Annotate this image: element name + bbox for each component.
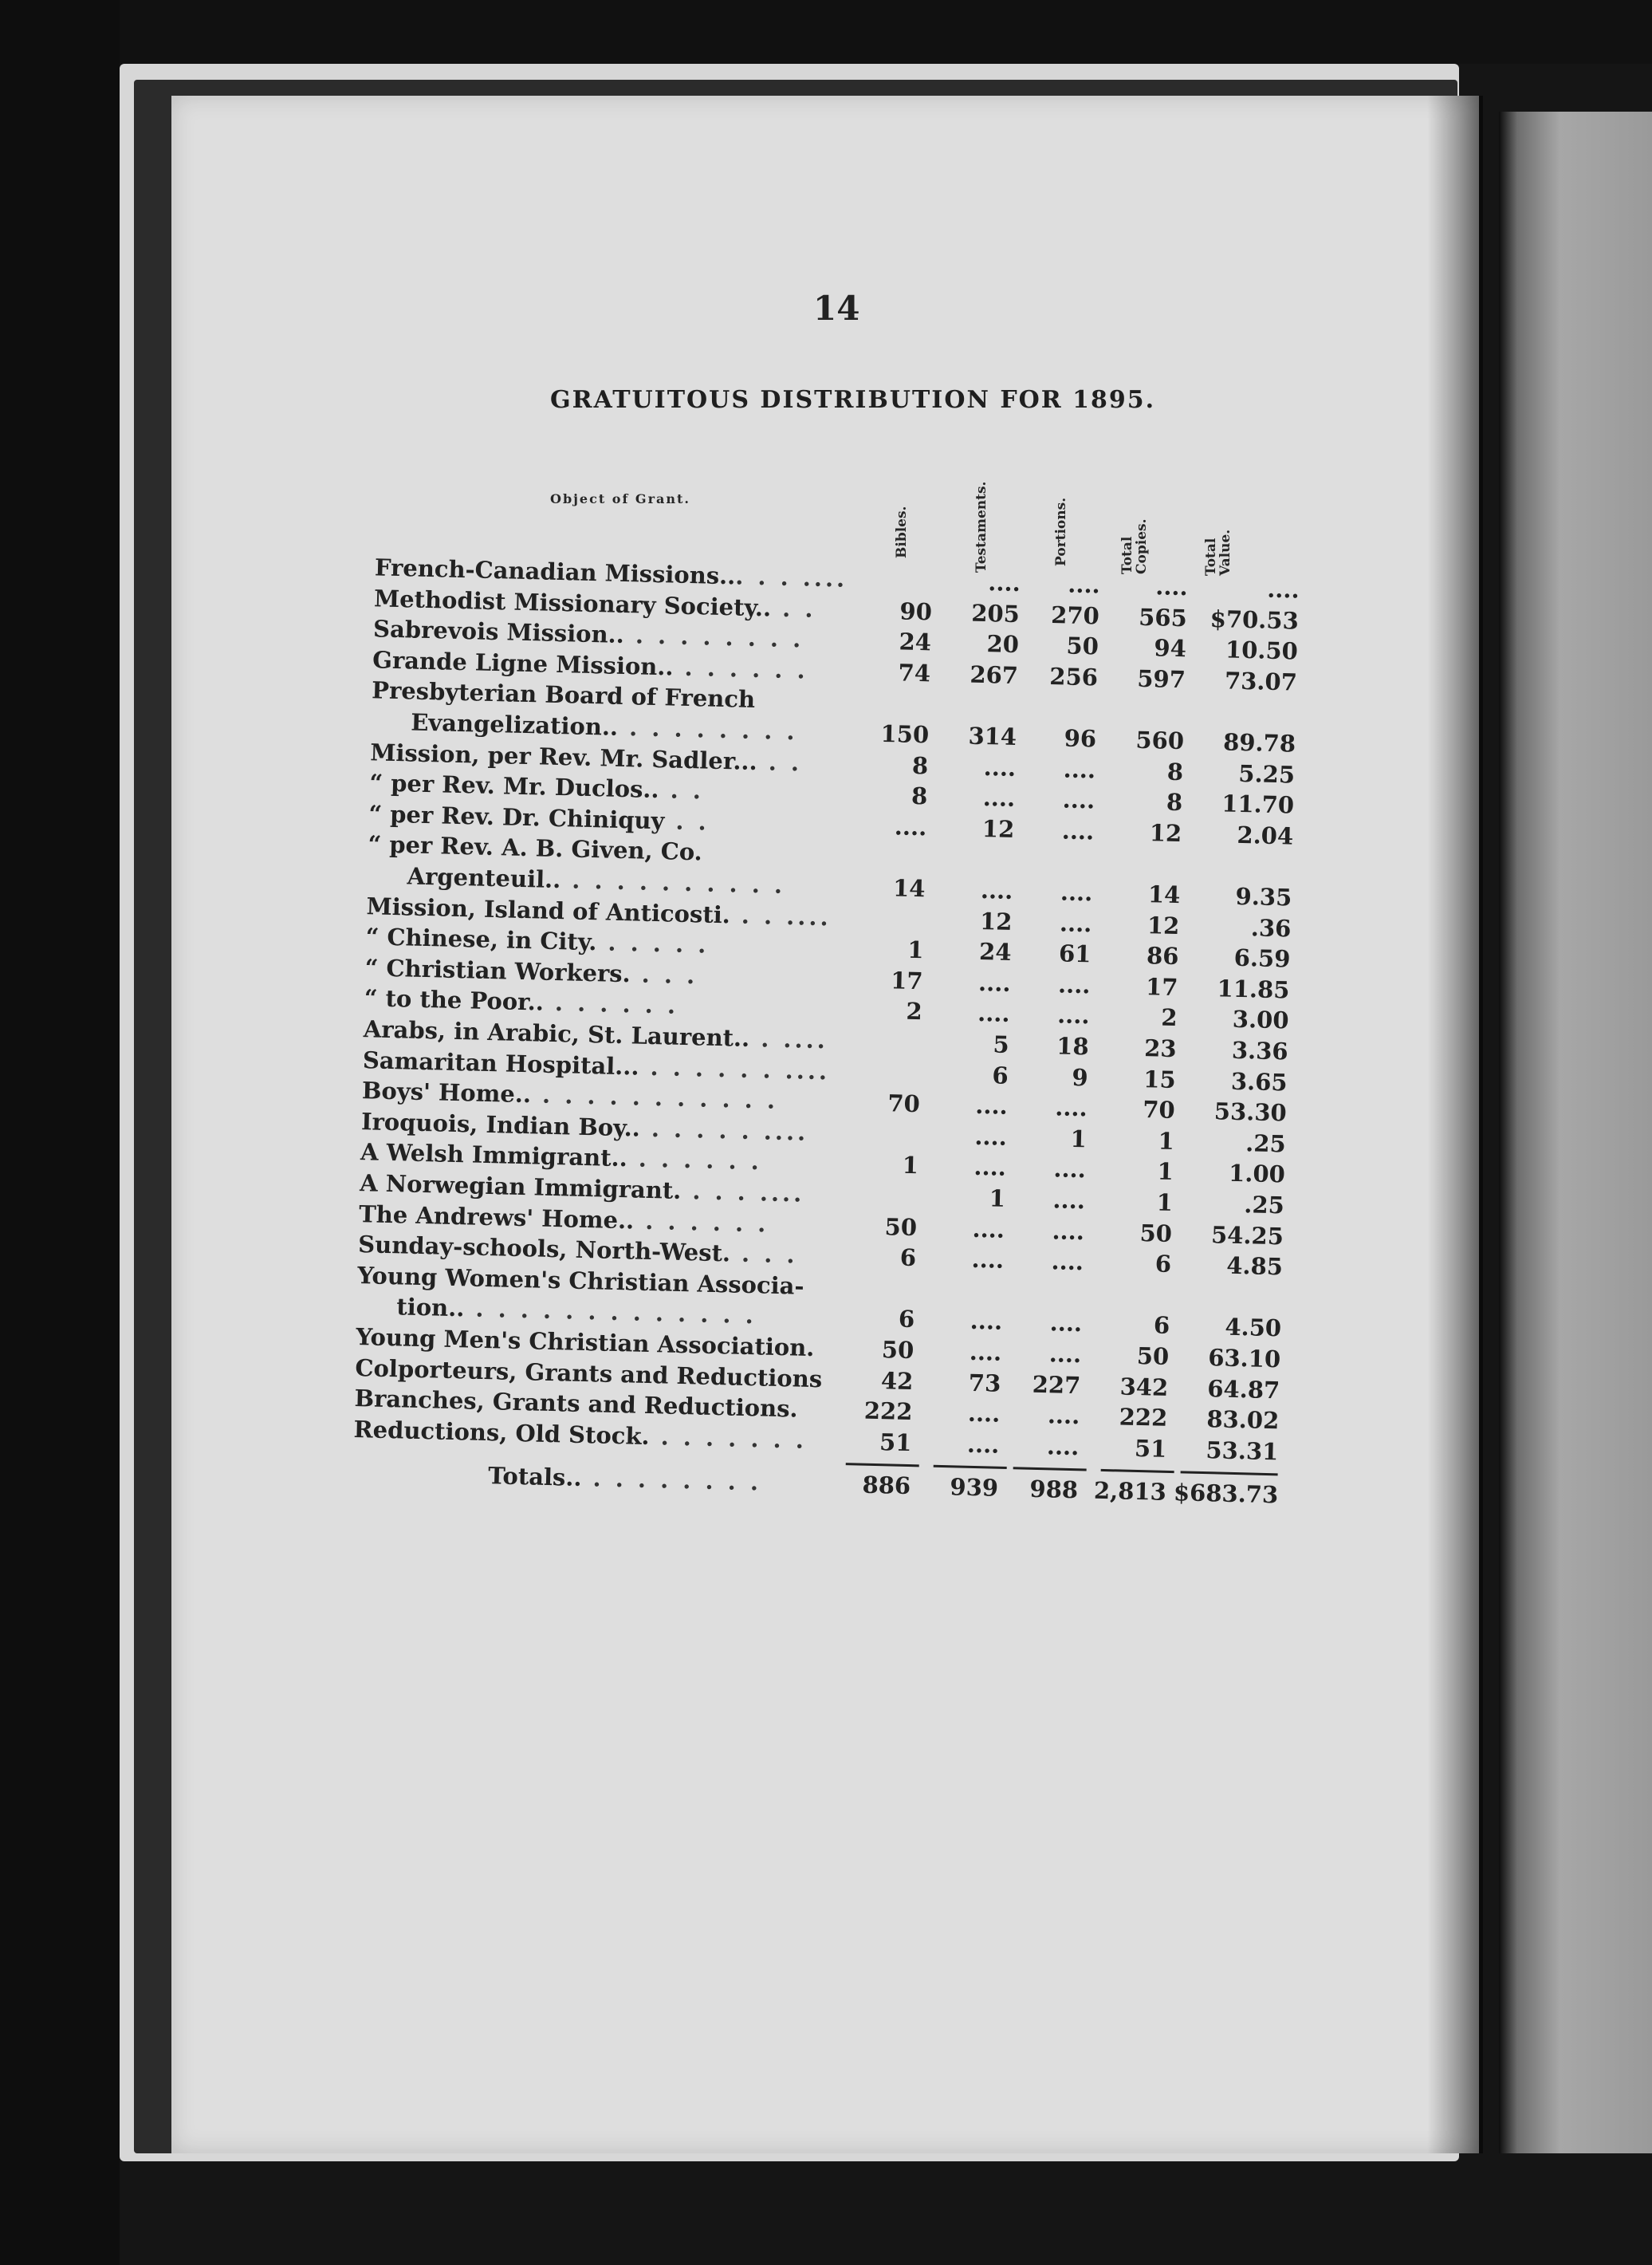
leader-dots: . . . . . — [596, 928, 710, 959]
cell-total-copies: 15 — [1143, 1065, 1177, 1093]
row-label-text: The Andrews' Home.. — [358, 1199, 635, 1235]
row-label-text: Methodist Missionary Society.. — [373, 584, 772, 622]
cell-bibles: 1 — [907, 936, 924, 964]
row-label-text: Branches, Grants and Reductions. — [354, 1385, 799, 1423]
row-label — [369, 769, 704, 804]
total-value: $683.73 — [1173, 1479, 1279, 1509]
cell-total-copies: 23 — [1143, 1034, 1178, 1063]
cell-total-value: 2.04 — [1237, 821, 1294, 850]
row-label-text: Young Men's Christian Association. — [356, 1323, 815, 1362]
cell-total-copies: 6 — [1153, 1311, 1170, 1340]
row-label-text: Mission, per Rev. Mr. Sadler... — [369, 738, 758, 775]
cell-testaments: 24 — [978, 938, 1012, 967]
cell-portions: .... — [1046, 1432, 1080, 1461]
cell-total-copies: 342 — [1119, 1373, 1169, 1401]
row-label-text: A Welsh Immigrant.. — [360, 1138, 628, 1172]
cell-total-copies: 17 — [1145, 972, 1178, 1001]
total-rule — [846, 1463, 919, 1467]
leader-dots: . . — [663, 807, 710, 836]
cell-total-copies: 8 — [1166, 758, 1184, 786]
page-title: GRATUITOUS DISTRIBUTION FOR 1895. — [550, 386, 1156, 414]
leader-dots: . . .... — [730, 900, 832, 932]
cell-total-copies: 50 — [1139, 1219, 1173, 1247]
table-row — [356, 1292, 1282, 1342]
row-label — [360, 1138, 763, 1175]
cell-testaments: .... — [974, 1122, 1008, 1151]
cell-bibles: 70 — [887, 1089, 921, 1118]
cell-testaments: 6 — [992, 1062, 1009, 1089]
cell-total-copies: 50 — [1136, 1341, 1170, 1370]
cell-total-copies: 560 — [1135, 726, 1185, 755]
cell-total-value: 89.78 — [1222, 728, 1296, 758]
cell-testaments: 5 — [993, 1030, 1010, 1058]
total-rule — [1013, 1467, 1087, 1471]
total-rule — [934, 1465, 1007, 1469]
cell-portions: .... — [1051, 1247, 1084, 1276]
cell-testaments: 12 — [981, 814, 1015, 843]
row-label-text: Grande Ligne Mission.. — [372, 646, 674, 681]
cell-testaments: 267 — [970, 660, 1019, 689]
row-label-text: Iroquois, Indian Boy.. — [360, 1107, 641, 1142]
cell-total-copies: 222 — [1119, 1403, 1168, 1432]
cell-bibles: 2 — [906, 998, 923, 1026]
cell-bibles: 74 — [898, 659, 931, 687]
row-label-text: Evangelization.. — [410, 708, 619, 741]
cell-testaments: 205 — [970, 599, 1021, 628]
cell-total-copies: 8 — [1166, 788, 1183, 817]
cell-total-copies: 565 — [1138, 603, 1188, 632]
cell-testaments: 73 — [968, 1369, 1001, 1397]
row-label-text: Samaritan Hospital... — [362, 1046, 640, 1081]
row-label-text: Reductions, Old Stock. — [353, 1415, 651, 1450]
total-rule — [1101, 1469, 1174, 1473]
cell-total-value: 83.02 — [1206, 1405, 1280, 1435]
gutter-shadow — [1427, 96, 1483, 2153]
row-label — [396, 1294, 757, 1329]
cell-total-value: $70.53 — [1210, 605, 1300, 635]
cell-testaments: .... — [966, 1430, 1000, 1459]
cell-portions: .... — [1053, 1155, 1087, 1184]
cell-bibles: 1 — [902, 1152, 919, 1180]
row-label — [407, 862, 785, 899]
cell-portions: .... — [1063, 755, 1096, 784]
cell-total-copies: 12 — [1149, 818, 1182, 847]
totals-label-text: Totals.. — [487, 1462, 582, 1492]
row-label — [364, 985, 678, 1020]
cell-bibles: 51 — [879, 1428, 912, 1456]
column-header-portions: Portions. — [1053, 497, 1069, 566]
row-label-text: French-Canadian Missions.. — [374, 553, 736, 590]
row-label — [411, 708, 798, 745]
cell-testaments: .... — [988, 569, 1021, 597]
cell-total-copies: 6 — [1154, 1250, 1172, 1278]
row-label-text: Argenteuil.. — [407, 862, 561, 894]
column-header-value-line1: Total — [1203, 538, 1219, 576]
total-copies: 2,813 — [1093, 1477, 1167, 1507]
row-label — [364, 954, 698, 989]
cell-bibles: 8 — [911, 782, 928, 810]
cell-testaments: .... — [982, 784, 1016, 813]
leader-dots: . . . . . . . . — [623, 621, 804, 653]
cell-total-value: 5.25 — [1238, 759, 1296, 789]
cell-bibles: 50 — [881, 1336, 914, 1365]
cell-total-copies: 14 — [1147, 880, 1181, 909]
leader-dots: . . . . . . . . . . . . . — [464, 1294, 757, 1329]
totals-row — [352, 1459, 1279, 1509]
cell-total-copies: 1 — [1157, 1157, 1174, 1186]
leader-dots: . . . . . . — [543, 989, 679, 1020]
leader-dots: . . . . . . — [627, 1144, 763, 1176]
cell-total-value: 9.35 — [1235, 882, 1292, 912]
leader-dots: . . . . . . . . . . . — [530, 1081, 779, 1115]
leader-dots: . . . . . . — [633, 1207, 769, 1238]
page-number: 14 — [813, 289, 860, 328]
row-label-text: “ per Rev. Dr. Chiniquy — [368, 800, 665, 835]
column-header-copies-line2: Copies. — [1134, 518, 1150, 574]
cell-total-value: 54.25 — [1210, 1220, 1284, 1251]
table-row — [356, 1261, 804, 1300]
cell-total-value: 3.65 — [1230, 1067, 1288, 1097]
leader-dots: . . . . . . . . — [617, 713, 799, 746]
cell-total-copies: 51 — [1134, 1434, 1167, 1463]
column-header-bibles: Bibles. — [894, 506, 910, 558]
row-label — [368, 800, 710, 835]
leader-dots: . . . . . .... — [639, 1114, 809, 1146]
cell-total-copies: 1 — [1158, 1127, 1175, 1155]
cell-portions: .... — [1056, 1001, 1090, 1030]
row-label-text: Presbyterian Board of French — [371, 676, 756, 714]
cell-bibles: 6 — [898, 1306, 915, 1333]
cell-total-copies: 597 — [1136, 664, 1186, 693]
cell-total-value: 10.50 — [1225, 636, 1299, 665]
row-label-text: “ to the Poor.. — [364, 984, 545, 1017]
cell-total-value: 4.50 — [1225, 1314, 1282, 1342]
cell-total-copies: 70 — [1142, 1096, 1176, 1125]
row-label-text: “ per Rev. A. B. Given, Co. — [368, 830, 703, 866]
cell-total-value: 53.30 — [1213, 1097, 1288, 1127]
cell-total-copies: 86 — [1146, 942, 1179, 971]
cell-portions: 61 — [1058, 939, 1092, 968]
cell-total-value: .... — [1266, 575, 1300, 604]
cell-total-value: 73.07 — [1224, 667, 1298, 696]
cell-testaments: .... — [983, 753, 1017, 782]
cell-testaments: .... — [977, 999, 1011, 1028]
cell-bibles: 24 — [899, 628, 932, 656]
total-bibles: 886 — [862, 1471, 911, 1500]
row-label-text: Mission, Island of Anticosti. — [366, 892, 731, 928]
cell-bibles: 17 — [890, 967, 923, 995]
cell-testaments: 12 — [979, 907, 1013, 936]
row-label-text: “ Chinese, in City. — [365, 923, 597, 956]
row-label-text: Sabrevois Mission.. — [372, 615, 625, 649]
cell-portions: 256 — [1049, 662, 1099, 691]
cell-bibles: 90 — [899, 597, 933, 625]
row-label-text: Young Women's Christian Associa- — [356, 1261, 804, 1300]
cell-testaments: .... — [970, 1307, 1003, 1336]
cell-bibles: 6 — [899, 1243, 917, 1272]
column-header-value-line2: Value. — [1217, 529, 1233, 576]
row-label-text: tion.. — [395, 1293, 465, 1322]
cell-total-value: 63.10 — [1207, 1344, 1281, 1373]
cell-portions: .... — [1047, 1401, 1080, 1430]
row-label-text: “ Christian Workers. — [364, 953, 631, 988]
cell-portions: .... — [1054, 1093, 1088, 1122]
leader-dots: . . . — [730, 1239, 799, 1269]
cell-total-copies: .... — [1154, 573, 1189, 601]
cell-portions: 50 — [1066, 632, 1099, 660]
total-portions: 988 — [1029, 1475, 1079, 1504]
row-label-text: A Norwegian Immigrant. — [359, 1169, 682, 1204]
column-header-copies-line1: Total — [1119, 536, 1135, 574]
row-label — [368, 831, 702, 866]
cell-testaments: .... — [977, 968, 1011, 997]
cell-testaments: 314 — [968, 722, 1017, 751]
leader-dots: . . . . . . — [673, 653, 809, 684]
cell-portions: 270 — [1050, 601, 1100, 630]
row-label-text: “ per Rev. Mr. Duclos.. — [369, 769, 660, 804]
column-header-object: Object of Grant. — [550, 491, 690, 506]
cell-bibles: 222 — [863, 1396, 913, 1426]
cell-testaments: 1 — [989, 1184, 1006, 1212]
leader-dots: . . . . . . . . . . — [560, 866, 786, 900]
leader-dots: . . . . . . .... — [639, 1053, 831, 1085]
cell-portions: .... — [1067, 570, 1101, 599]
leader-dots: . . — [757, 747, 803, 777]
cell-total-copies: 94 — [1154, 634, 1187, 663]
adjacent-page-edge — [1499, 112, 1652, 2153]
cell-total-value: .36 — [1250, 913, 1292, 943]
cell-bibles: 14 — [892, 874, 926, 903]
cell-testaments: .... — [972, 1215, 1005, 1243]
leader-dots: . . . .... — [680, 1176, 805, 1207]
scanner-background-left — [0, 0, 120, 2265]
cell-total-value: 3.36 — [1231, 1036, 1288, 1066]
cell-bibles: 8 — [911, 751, 929, 779]
row-label-text: Arabs, in Arabic, St. Laurent.. — [363, 1015, 750, 1052]
cell-portions: .... — [1060, 878, 1093, 907]
cell-portions: 1 — [1070, 1125, 1088, 1153]
cell-testaments: .... — [980, 876, 1013, 904]
cell-bibles: 50 — [884, 1212, 918, 1241]
cell-total-value: 4.85 — [1225, 1251, 1284, 1281]
cell-portions: .... — [1052, 1186, 1086, 1215]
cell-bibles: 42 — [880, 1366, 914, 1395]
leader-dots: . . . . . . . — [649, 1422, 808, 1454]
cell-total-value: 6.59 — [1233, 943, 1291, 973]
cell-portions: .... — [1048, 1340, 1082, 1369]
distribution-table — [348, 0, 1300, 1686]
cell-bibles: 150 — [880, 719, 930, 749]
leader-dots: . . — [659, 776, 705, 805]
cell-total-value: .25 — [1245, 1129, 1287, 1158]
cell-portions: .... — [1052, 1216, 1085, 1245]
cell-testaments: .... — [974, 1153, 1007, 1182]
cell-testaments: 20 — [986, 630, 1020, 659]
cell-bibles: .... — [894, 813, 927, 841]
cell-portions: .... — [1059, 909, 1092, 938]
leader-dots: . . — [770, 594, 816, 623]
cell-total-value: .25 — [1243, 1191, 1285, 1219]
cell-portions: 9 — [1072, 1063, 1089, 1091]
total-testaments: 939 — [950, 1473, 999, 1503]
leader-dots: . . . .... — [734, 562, 848, 593]
cell-total-value: 11.85 — [1217, 975, 1290, 1004]
cell-total-copies: 1 — [1156, 1188, 1174, 1217]
cell-total-value: 3.00 — [1232, 1006, 1289, 1034]
leader-dots: . . . — [630, 960, 698, 990]
cell-total-value: 1.00 — [1228, 1160, 1286, 1188]
leader-dots: . .... — [749, 1024, 829, 1054]
column-header-testaments: Testaments. — [974, 481, 989, 573]
cell-portions: 18 — [1056, 1032, 1090, 1061]
cell-total-value: 11.70 — [1221, 790, 1295, 819]
cell-total-copies: 2 — [1160, 1003, 1178, 1032]
cell-testaments: .... — [974, 1092, 1009, 1121]
cell-portions: 227 — [1032, 1370, 1081, 1399]
row-label-text: Sunday-schools, North-West. — [357, 1231, 731, 1267]
row-label-text: Boys' Home.. — [361, 1077, 532, 1109]
row-label — [372, 677, 756, 714]
row-label — [365, 923, 709, 959]
leader-dots: . . . . . . . . — [581, 1464, 762, 1496]
cell-total-copies: 12 — [1147, 911, 1180, 939]
cell-testaments: .... — [967, 1400, 1001, 1428]
cell-portions: .... — [1049, 1309, 1083, 1337]
cell-testaments: .... — [971, 1246, 1005, 1274]
totals-label — [488, 1463, 762, 1496]
cell-testaments: .... — [969, 1337, 1002, 1366]
row-label-text: Colporteurs, Grants and Reductions — [355, 1353, 823, 1392]
cell-portions: .... — [1057, 971, 1091, 999]
cell-total-value: 64.87 — [1206, 1374, 1280, 1404]
cell-total-value: 53.31 — [1206, 1436, 1279, 1466]
cell-portions: .... — [1061, 817, 1095, 845]
cell-portions: .... — [1062, 786, 1095, 814]
cell-portions: 96 — [1064, 724, 1097, 753]
